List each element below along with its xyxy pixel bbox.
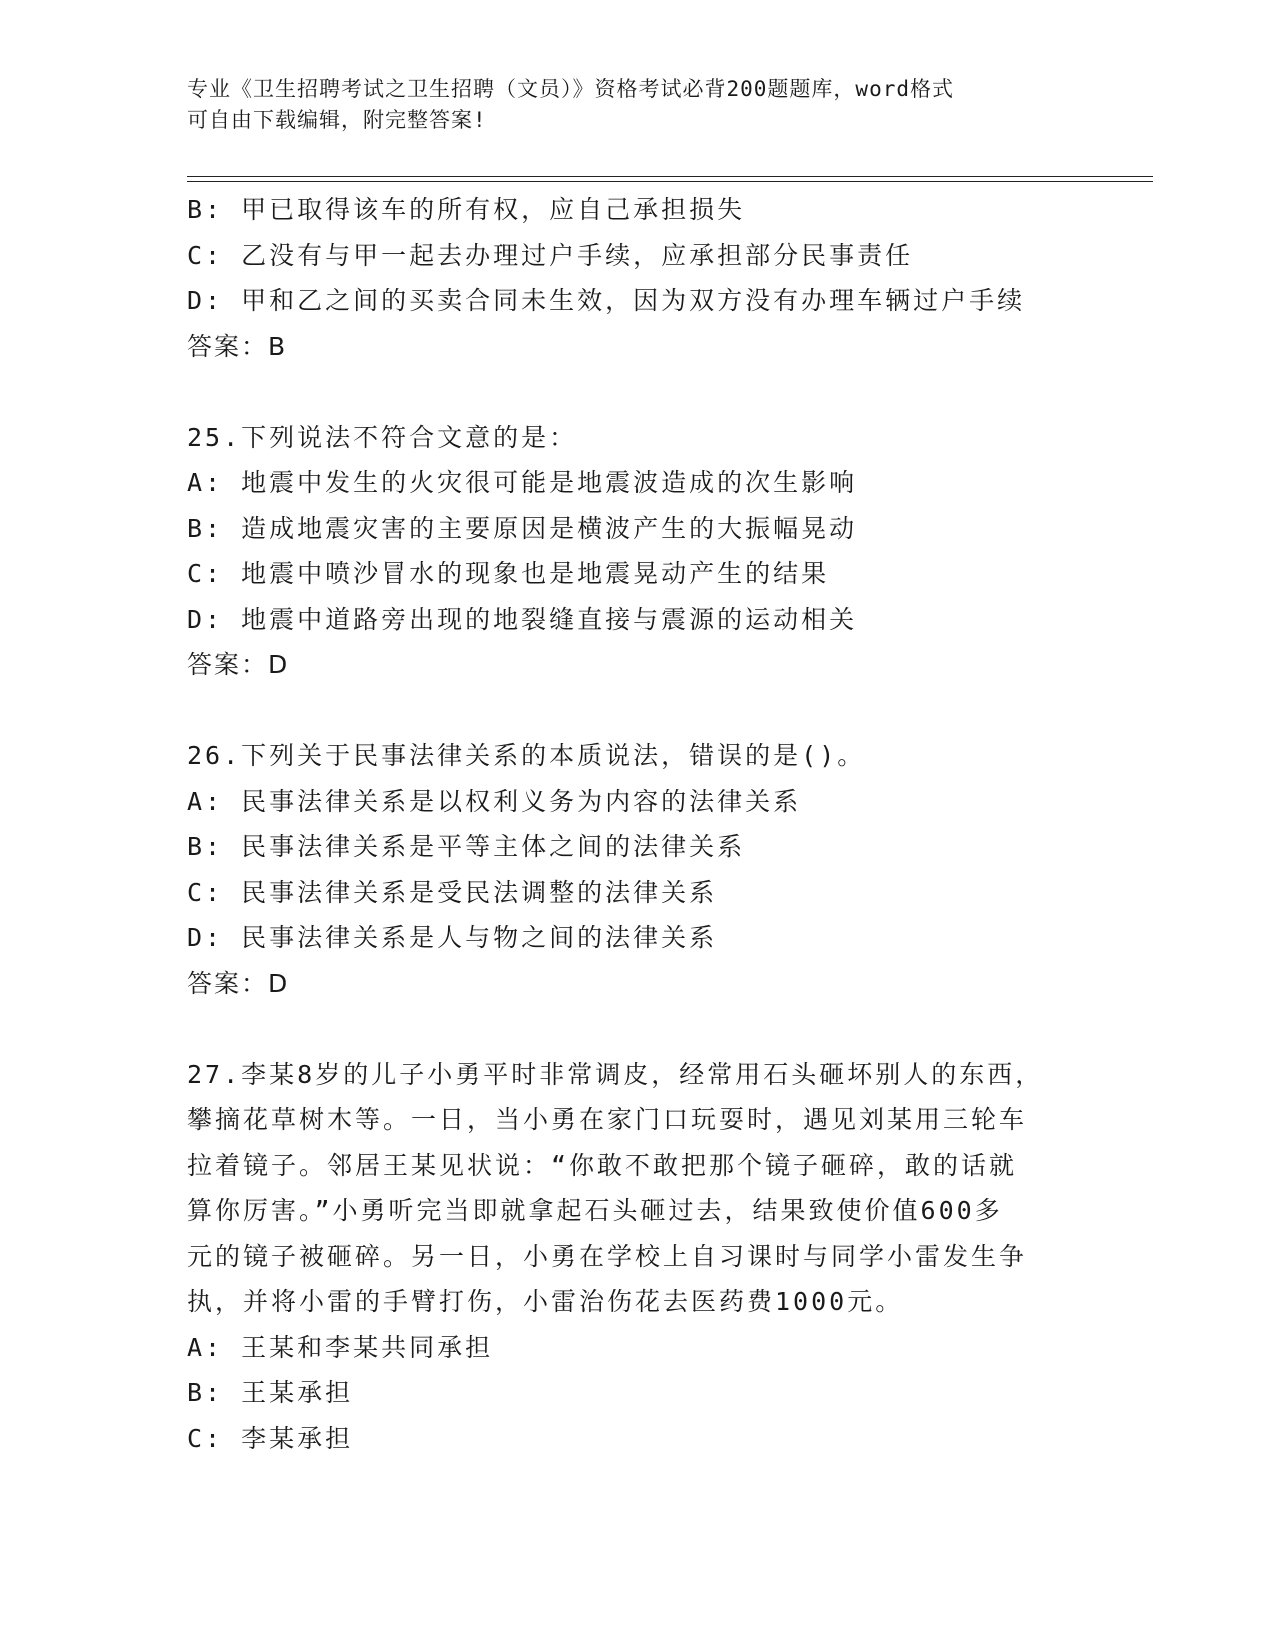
question-25-option-b: B: 造成地震灾害的主要原因是横波产生的大振幅晃动 [187,513,858,543]
question-24-option-b: B: 甲已取得该车的所有权，应自己承担损失 [187,195,746,224]
question-27-text-line-5: 元的镜子被砸碎。另一日，小勇在学校上自习课时与同学小雷发生争 [187,1241,1028,1271]
question-25-option-c: C: 地震中喷沙冒水的现象也是地震晃动产生的结果 [187,559,830,588]
question-26-option-d: D: 民事法律关系是人与物之间的法律关系 [187,923,718,952]
question-26-option-a: A: 民事法律关系是以权利义务为内容的法律关系 [187,786,802,816]
question-25-option-a: A: 地震中发生的火灾很可能是地震波造成的次生影响 [187,468,858,497]
header-title-line-2: 可自由下载编辑，附完整答案! [187,108,487,132]
question-24-block [187,187,1087,369]
question-24-option-d: D: 甲和乙之间的买卖合同未生效，因为双方没有办理车辆过户手续 [187,286,1026,315]
question-27-option-c: C: 李某承担 [187,1423,354,1453]
question-27-option-a: A: 王某和李某共同承担 [187,1332,494,1362]
question-27-text-line-6: 执，并将小雷的手臂打伤，小雷治伤花去医药费1000元。 [187,1287,904,1316]
question-25-option-d: D: 地震中道路旁出现的地裂缝直接与震源的运动相关 [187,604,858,634]
question-27-text-line-2: 攀摘花草树木等。一日，当小勇在家门口玩耍时，遇见刘某用三轮车 [187,1105,1028,1134]
question-27-block [187,1052,1087,1462]
question-27-text-line-4: 算你厉害。”小勇听完当即就拿起石头砸过去，结果致使价值600多 [187,1196,1003,1225]
question-27-option-b: B: 王某承担 [187,1378,354,1407]
question-26-option-c: C: 民事法律关系是受民法调整的法律关系 [187,877,718,907]
question-content [187,187,1087,1461]
spacer [187,1006,1087,1052]
question-26-text: 26.下列关于民事法律关系的本质说法，错误的是()。 [187,741,866,770]
spacer [187,688,1087,734]
question-26-answer: 答案：D [187,968,290,998]
question-25-block [187,415,1087,688]
header-title-line-1: 专业《卫生招聘考试之卫生招聘（文员）》资格考试必背200题题库，word格式 [187,77,954,101]
question-24-answer: 答案：B [187,331,288,361]
document-header [187,74,1067,136]
header-divider-top [187,176,1153,177]
question-26-option-b: B: 民事法律关系是平等主体之间的法律关系 [187,832,746,861]
spacer [187,369,1087,415]
question-27-text-line-3: 拉着镜子。邻居王某见状说：“你敢不敢把那个镜子砸碎，敢的话就 [187,1150,1018,1180]
header-divider-bottom [187,181,1153,182]
question-24-option-c: C: 乙没有与甲一起去办理过户手续，应承担部分民事责任 [187,240,914,270]
question-27-text-line-1: 27.李某8岁的儿子小勇平时非常调皮，经常用石头砸坏别人的东西， [187,1059,1044,1089]
question-25-answer: 答案：D [187,650,290,679]
question-25-text: 25.下列说法不符合文意的是： [187,422,578,452]
question-26-block [187,733,1087,1006]
